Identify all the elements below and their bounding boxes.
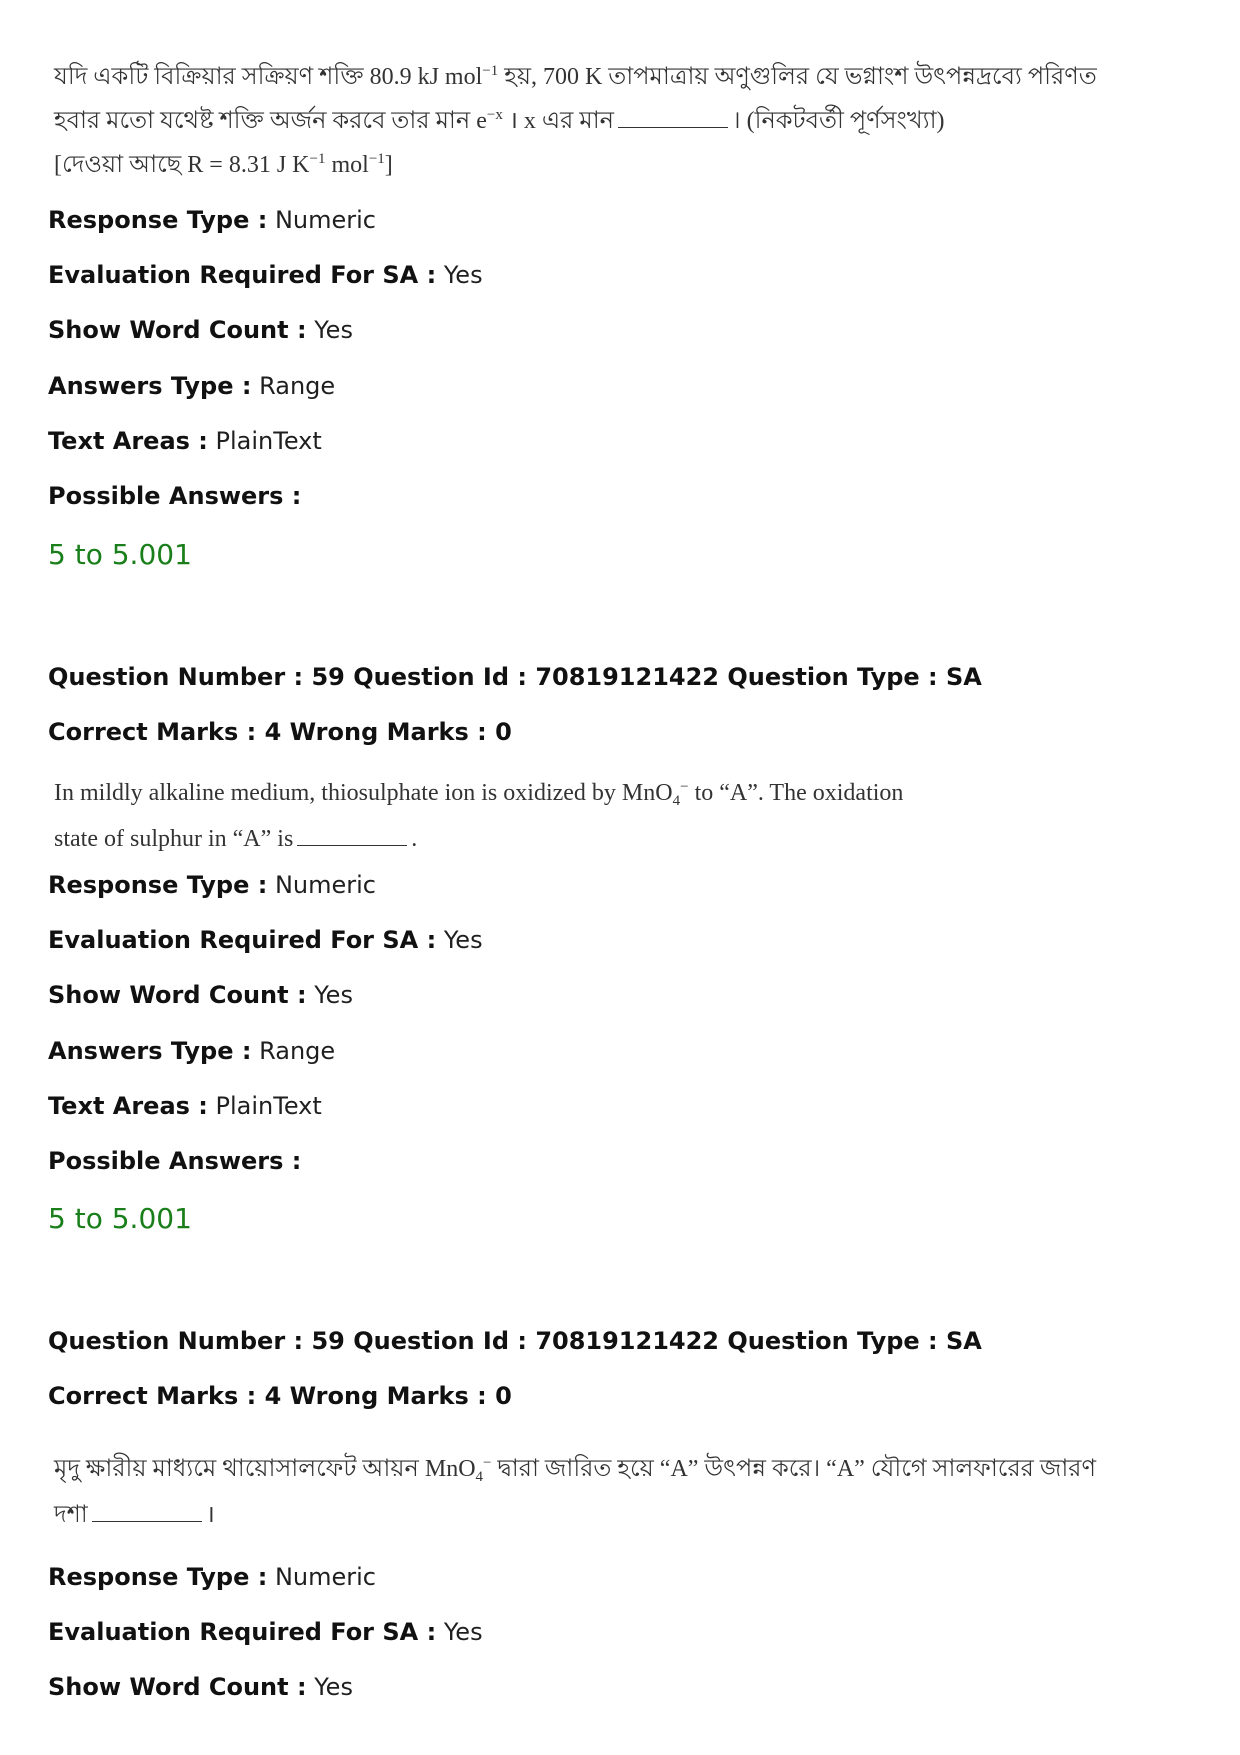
answer-blank bbox=[618, 111, 728, 128]
question-header: Question Number : 59 Question Id : 70819121422 Question Type : SA bbox=[48, 663, 982, 691]
field-evaluation-required: Evaluation Required For SA : Yes bbox=[48, 926, 483, 954]
answer-blank bbox=[297, 829, 407, 846]
field-show-word-count: Show Word Count : Yes bbox=[48, 981, 353, 1009]
field-text-areas: Text Areas : PlainText bbox=[48, 1092, 322, 1120]
question-line-2: state of sulphur in “A” is . bbox=[54, 826, 418, 852]
question-image-bengali-activation-energy bbox=[54, 52, 1097, 184]
possible-answer-range: 5 to 5.001 bbox=[48, 538, 192, 571]
question-line-2: হবার মতো যথেষ্ট শক্তি অর্জন করবে তার মান $e^{-x}$ । x এর মান । (নিকটবর্তী পূর্ণসংখ্যা) bbox=[54, 107, 945, 134]
question-line-2: দশা । bbox=[54, 1502, 215, 1528]
field-response-type: Response Type : Numeric bbox=[48, 871, 376, 899]
field-possible-answers: Possible Answers : bbox=[48, 482, 302, 510]
question-header: Question Number : 59 Question Id : 70819121422 Question Type : SA bbox=[48, 1327, 982, 1355]
field-answers-type: Answers Type : Range bbox=[48, 372, 336, 400]
question-image-thiosulphate-bengali bbox=[54, 1444, 1096, 1534]
field-response-type: Response Type : Numeric bbox=[48, 206, 376, 234]
question-line-1: যদি একটি বিক্রিয়ার সক্রিয়ণ শক্তি 80.9 kJ mol$^{-1}$ হয়, 700 K তাপমাত্রায় অণুগুলির যে ভগ্নাংশ উৎপন্নদ্রব্যে পরিণত bbox=[54, 63, 1097, 90]
answer-blank bbox=[92, 1505, 202, 1522]
question-line-1: In mildly alkaline medium, thiosulphate ion is oxidized by MnO$_4$− to “A”. The oxidation bbox=[54, 779, 904, 809]
field-text-areas: Text Areas : PlainText bbox=[48, 427, 322, 455]
question-image-thiosulphate-english bbox=[54, 768, 903, 858]
question-line-1: মৃদু ক্ষারীয় মাধ্যমে থায়োসালফেট আয়ন MnO$_4$− দ্বারা জারিত হয়ে “A” উৎপন্ন করে। “A” যৌগে সালফারের জারণ bbox=[54, 1455, 1096, 1485]
possible-answer-range: 5 to 5.001 bbox=[48, 1202, 192, 1235]
question-line-3: [দেওয়া আছে R = 8.31 J $K^{-1}$ mol$^{-1}$] bbox=[54, 151, 393, 178]
field-response-type: Response Type : Numeric bbox=[48, 1563, 376, 1591]
question-marks: Correct Marks : 4 Wrong Marks : 0 bbox=[48, 1382, 512, 1410]
field-show-word-count: Show Word Count : Yes bbox=[48, 316, 353, 344]
field-evaluation-required: Evaluation Required For SA : Yes bbox=[48, 261, 483, 289]
field-answers-type: Answers Type : Range bbox=[48, 1037, 336, 1065]
field-show-word-count: Show Word Count : Yes bbox=[48, 1673, 353, 1701]
field-evaluation-required: Evaluation Required For SA : Yes bbox=[48, 1618, 483, 1646]
question-marks: Correct Marks : 4 Wrong Marks : 0 bbox=[48, 718, 512, 746]
field-possible-answers: Possible Answers : bbox=[48, 1147, 302, 1175]
